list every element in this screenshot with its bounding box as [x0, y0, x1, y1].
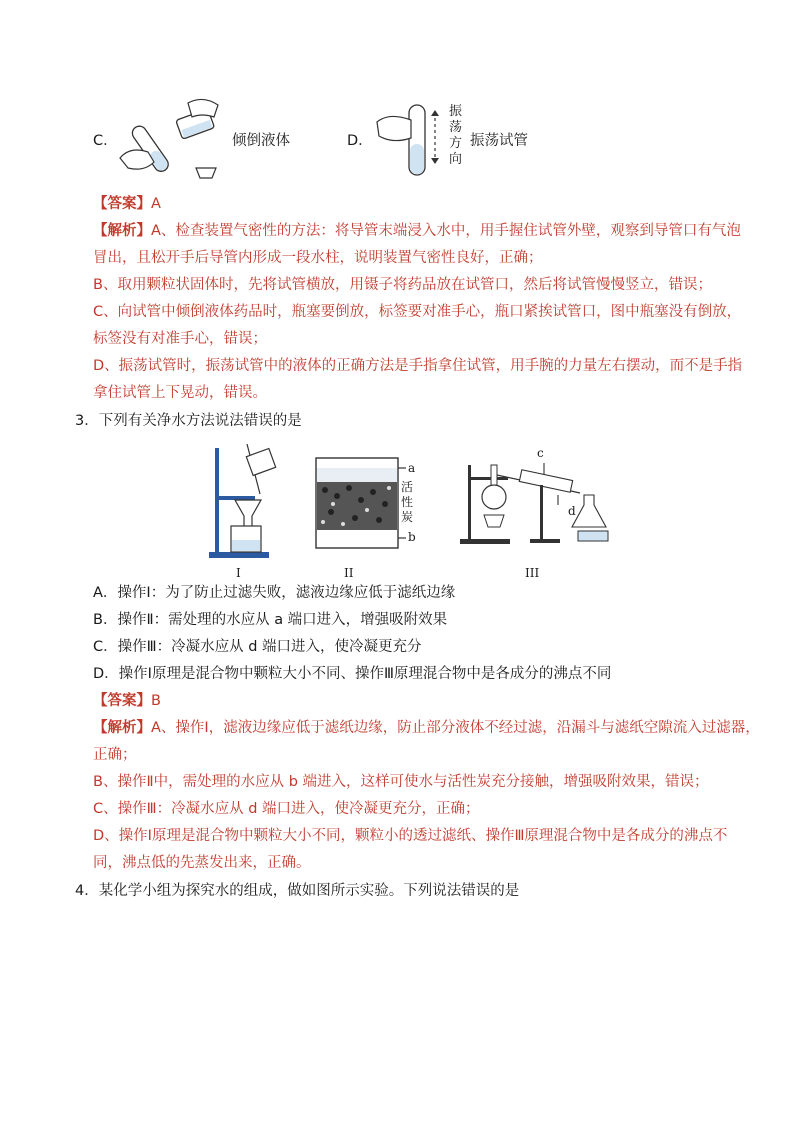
option-d-letter: D．: [347, 133, 373, 149]
figure-3-label: III: [525, 566, 540, 580]
q3-option-c: C．操作Ⅲ：冷凝水应从 d 端口进入，使冷凝更充分: [93, 639, 422, 655]
q3-analysis-line-1: 【解析】A、操作Ⅰ，滤液边缘应低于滤纸边缘，防止部分液体不经过滤，沿漏斗与滤纸空隙流入过滤器，: [93, 720, 760, 736]
port-b-label: b: [408, 530, 416, 544]
q2-analysis-line-7: 拿住试管上下晃动，错误。: [93, 385, 267, 401]
q2-answer: [93, 194, 161, 214]
q3-stem: 3．下列有关净水方法说法错误的是: [75, 413, 302, 429]
q4-stem: 4．某化学小组为探究水的组成，做如图所示实验。下列说法错误的是: [75, 883, 520, 899]
pouring-liquid-illustration: [118, 98, 228, 188]
q3-analysis-line-2: 正确；: [93, 747, 137, 763]
option-d-caption: 振荡试管: [470, 133, 528, 149]
q3-analysis-line-6: 同，沸点低的先蒸发出来，正确。: [93, 855, 311, 871]
q3-option-b: B．操作Ⅱ：需处理的水应从 a 端口进入，增强吸附效果: [93, 612, 448, 628]
q3-analysis-line-3: B、操作Ⅱ中，需处理的水应从 b 端进入，这样可使水与活性炭充分接触，增强吸附效果，错误；: [93, 774, 709, 790]
q3-answer: [93, 691, 161, 711]
q2-analysis-line-1: 【解析】A、检查装置气密性的方法：将导管末端浸入水中，用手握住试管外壁，观察到导管口有气泡: [93, 223, 741, 239]
figure-1-label: I: [236, 566, 241, 580]
q2-analysis-line-5: 标签没有对准手心，错误；: [93, 331, 267, 347]
figure-2-label: II: [344, 566, 354, 580]
answer-tag: 【答案】: [93, 693, 151, 709]
q2-analysis-line-6: D、振荡试管时，振荡试管中的液体的正确方法是手指拿住试管，用手腕的力量左右摆动，而不是手指: [93, 358, 743, 374]
charcoal-purifier-figure: [313, 452, 408, 552]
q2-analysis-line-4: C、向试管中倾倒液体药品时，瓶塞要倒放，标签要对准手心，瓶口紧挨试管口，图中瓶塞没有倒放，: [93, 304, 742, 320]
answer-value: A: [151, 196, 161, 212]
charcoal-label: 活性炭: [401, 480, 414, 524]
distillation-apparatus-figure: [460, 445, 610, 545]
analysis-tag: 【解析】: [93, 720, 151, 736]
q3-option-a: A．操作Ⅰ：为了防止过滤失败，滤液边缘应低于滤纸边缘: [93, 585, 456, 601]
analysis-tag: 【解析】: [93, 223, 151, 239]
port-d-label: d: [568, 504, 576, 518]
answer-tag: 【答案】: [93, 196, 151, 212]
answer-value: B: [151, 693, 161, 709]
option-c-letter: C．: [93, 133, 118, 149]
shake-direction-text: 振荡方向: [449, 104, 463, 167]
q3-analysis-line-5: D、操作Ⅰ原理是混合物中颗粒大小不同，颗粒小的透过滤纸、操作Ⅲ原理混合物中是各成分的沸点不: [93, 828, 728, 844]
option-c-caption: 倾倒液体: [232, 133, 290, 149]
q3-analysis-line-4: C、操作Ⅲ：冷凝水应从 d 端口进入，使冷凝更充分，正确；: [93, 801, 480, 817]
q2-analysis-line-2: 冒出，且松开手后导管内形成一段水柱，说明装置气密性良好，正确；: [93, 250, 543, 266]
port-c-label: c: [537, 446, 544, 460]
port-a-label: a: [408, 461, 416, 475]
filtration-apparatus-figure: [205, 444, 280, 560]
q2-analysis-line-3: B、取用颗粒状固体时，先将试管横放，用镊子将药品放在试管口，然后将试管慢慢竖立，错误；: [93, 277, 712, 293]
q3-option-d: D．操作Ⅰ原理是混合物中颗粒大小不同、操作Ⅲ原理混合物中是各成分的沸点不同: [93, 666, 612, 682]
